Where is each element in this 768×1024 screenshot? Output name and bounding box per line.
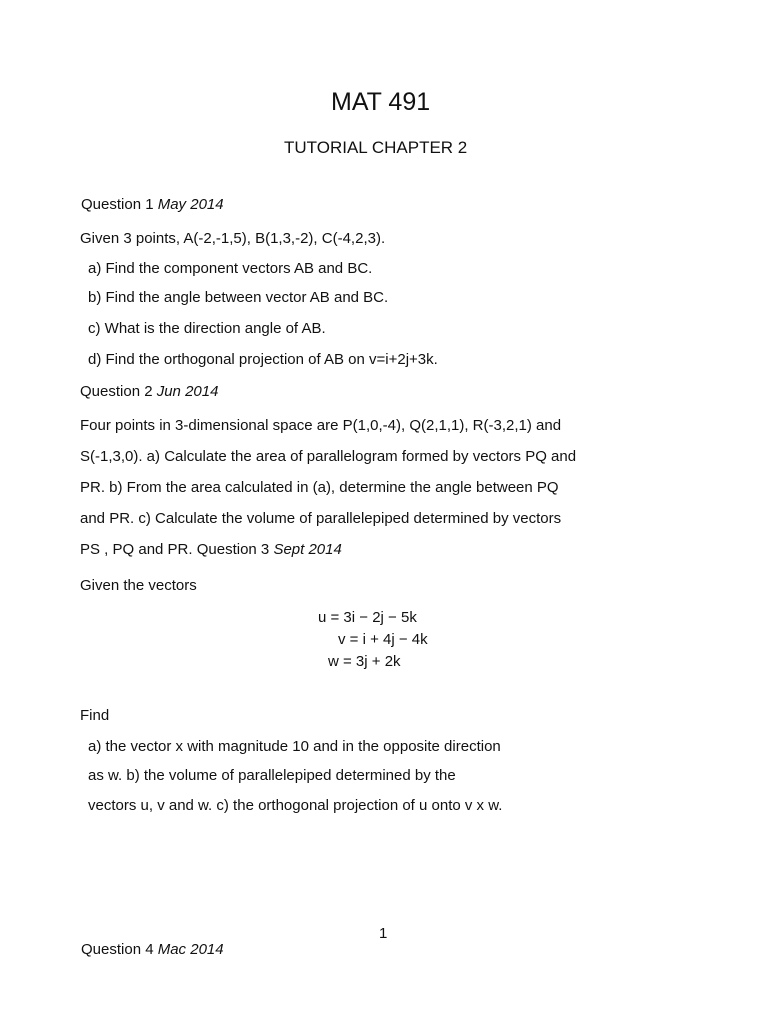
question-2-line-1: Four points in 3-dimensional space are P(1,0,-4), Q(2,1,1), R(-3,2,1) and: [80, 417, 562, 434]
document-title: MAT 491: [331, 88, 431, 116]
question-4-date: Mac 2014: [157, 941, 224, 958]
question-2-line-3: PR. b) From the area calculated in (a), determine the angle between PQ: [80, 479, 559, 496]
question-2-heading: [80, 383, 218, 401]
question-2-line-4: and PR. c) Calculate the volume of parallelepiped determined by vectors: [80, 510, 562, 527]
question-3-date: Sept 2014: [273, 541, 342, 558]
question-3-line-1: a) the vector x with magnitude 10 and in the opposite direction: [88, 738, 501, 755]
question-1-item-c: c) What is the direction angle of AB.: [88, 320, 326, 337]
question-2-line-2: S(-1,3,0). a) Calculate the area of parallelogram formed by vectors PQ and: [80, 448, 577, 465]
question-3-intro: Given the vectors: [80, 577, 197, 594]
page-number: 1: [379, 925, 388, 942]
question-2-label: Question 2: [80, 383, 153, 400]
question-3-find: Find: [80, 707, 110, 724]
question-1-label: Question 1: [81, 196, 154, 213]
question-2-line-5: [80, 541, 342, 559]
question-1-item-b: b) Find the angle between vector AB and BC.: [88, 289, 389, 306]
question-4-label: Question 4: [81, 941, 154, 958]
equation-v: v = i + 4j − 4k: [338, 631, 428, 648]
document-subtitle: TUTORIAL CHAPTER 2: [284, 138, 468, 157]
question-2-date: Jun 2014: [156, 383, 219, 400]
question-1-item-a: a) Find the component vectors AB and BC.: [88, 260, 373, 277]
question-3-line-3: vectors u, v and w. c) the orthogonal projection of u onto v x w.: [88, 797, 503, 814]
question-3-line-2: as w. b) the volume of parallelepiped determined by the: [88, 767, 456, 784]
question-1-heading: [81, 196, 224, 214]
equation-w: w = 3j + 2k: [328, 653, 401, 670]
question-1-item-d: d) Find the orthogonal projection of AB on v=i+2j+3k.: [88, 351, 438, 368]
question-4-heading: [81, 941, 224, 959]
question-2-last-line: PS , PQ and PR. Question 3: [80, 541, 270, 558]
question-1-intro: Given 3 points, A(-2,-1,5), B(1,3,-2), C(-4,2,3).: [80, 230, 386, 247]
equation-u: u = 3i − 2j − 5k: [318, 609, 417, 626]
question-1-date: May 2014: [157, 196, 224, 213]
